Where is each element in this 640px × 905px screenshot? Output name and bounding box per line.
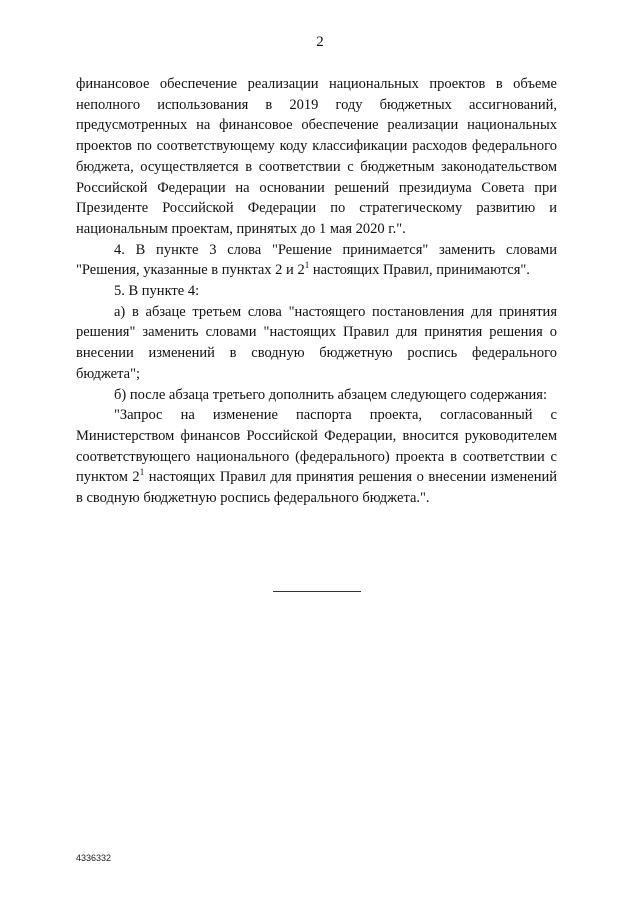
paragraph-item-5b: б) после абзаца третьего дополнить абзацем следующего содержания:	[114, 386, 547, 403]
page-number: 2	[316, 34, 324, 50]
document-code: 4336332	[76, 853, 112, 863]
document-body	[76, 74, 557, 509]
paragraph-text: настоящих Правил для принятия решения о внесении изменений в сводную бюджетную роспись федерального бюджета.".	[76, 469, 557, 507]
paragraph-text: "Запрос на изменение паспорта проекта, согласованный с Министерством финансов Российской Федерации, вносится руководителем соответствующего национального (федерального) проекта в соответствии с пунктом 2	[76, 407, 557, 486]
paragraph-text: 4. В пункте 3 слова "Решение принимается" заменить словами "Решения, указанные в пунктах 2 и 2	[76, 241, 557, 279]
superscript: 1	[304, 260, 310, 271]
paragraph-item-5: 5. В пункте 4:	[114, 283, 200, 300]
paragraph-continuation: финансовое обеспечение реализации национальных проектов в объеме неполного использования в 2019 году бюджетных ассигнований, предусмотренных на финансовое обеспечение реализации национальных проектов по соответствующему коду классификации расходов федерального бюджета, осуществляется в соответствии с бюджетным законодательством Российской Федерации на основании решений президиума Совета при Президенте Российской Федерации по стратегическому развитию и национальным проектам, принятых до 1 мая 2020 г.".	[76, 76, 557, 237]
paragraph-item-4	[76, 240, 557, 281]
superscript: 1	[139, 467, 145, 478]
paragraph-text: настоящих Правил, принимаются".	[309, 262, 530, 279]
paragraph-quote	[76, 405, 557, 509]
paragraph-item-5a: а) в абзаце третьем слова "настоящего постановления для принятия решения" заменить словами "настоящих Правил для принятия решения о внесении изменений в сводную бюджетную роспись федерального бюджета";	[76, 303, 557, 382]
end-separator-line	[273, 591, 361, 592]
